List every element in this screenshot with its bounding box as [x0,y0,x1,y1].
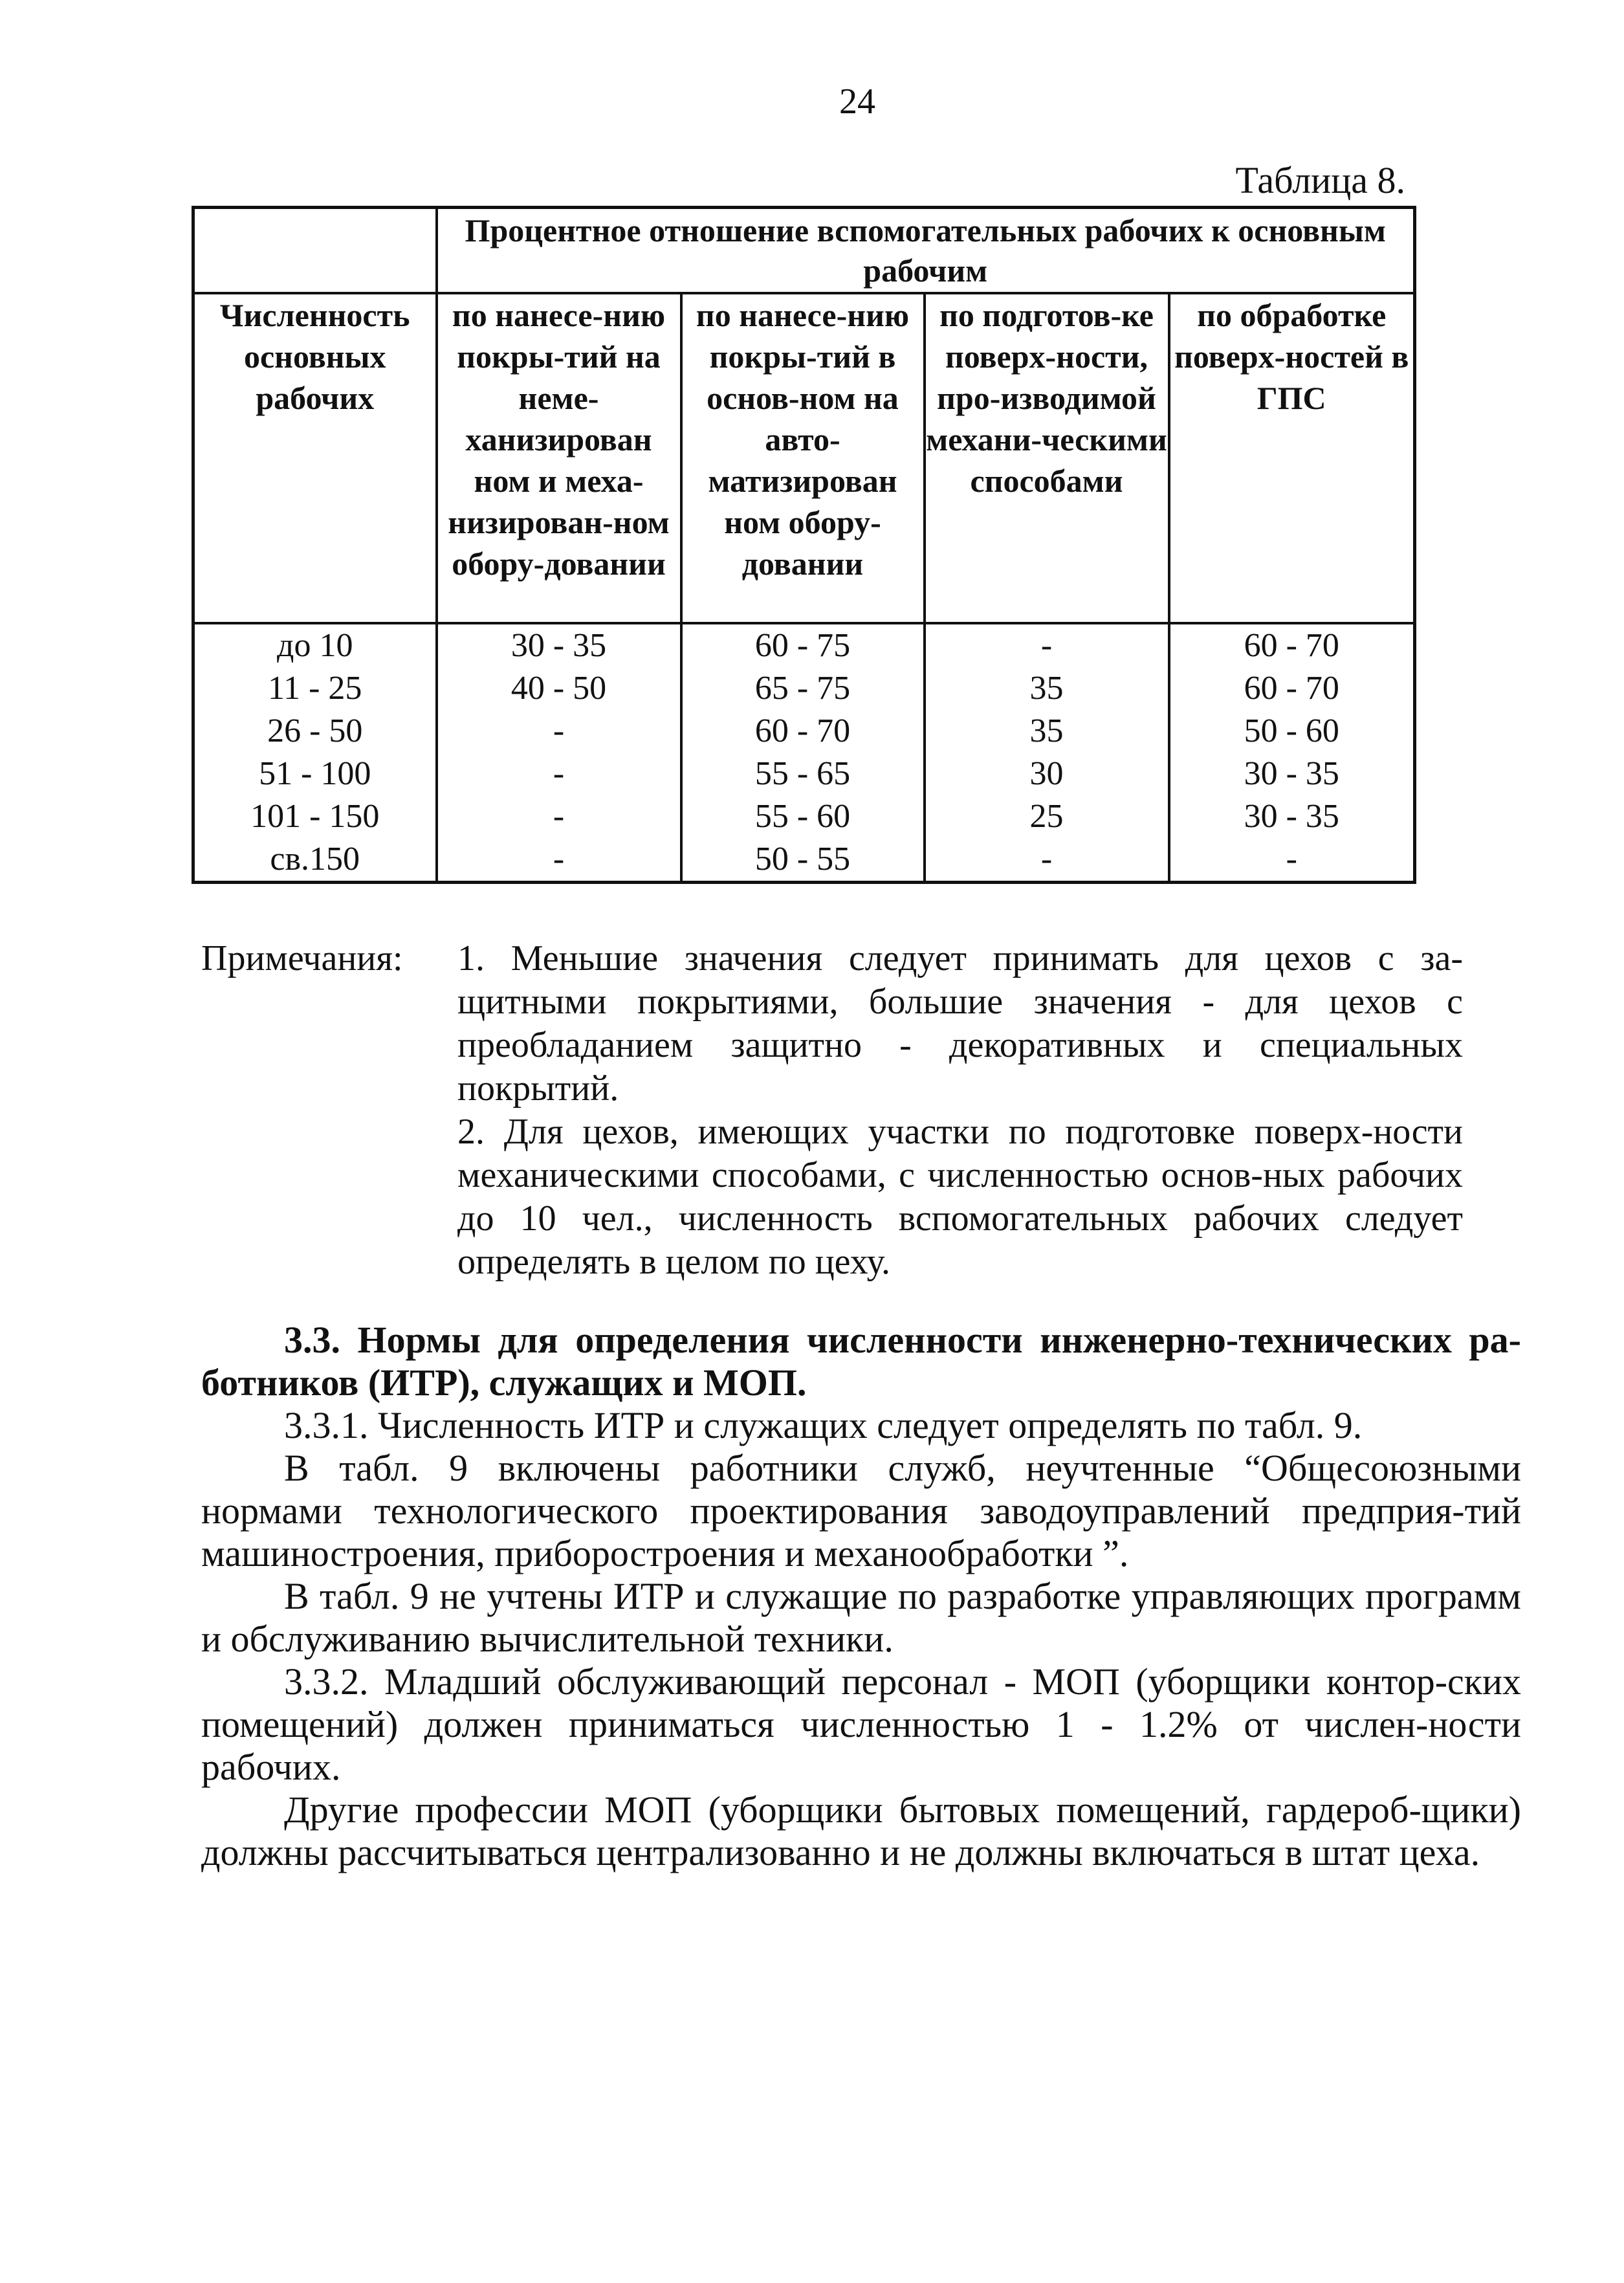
table-cell: св.150 [193,838,437,883]
page-number: 24 [839,82,875,122]
section-paragraph: В табл. 9 включены работники служб, неучтенные “Общесоюзными нормами технологического проектирования заводоуправлений предприя-тий машиностроения, приборостроения и механообработки ”. [201,1447,1521,1574]
section-paragraph: Другие профессии МОП (уборщики бытовых помещений, гардероб-щики) должны рассчитываться централизованно и не должны включаться в штат цеха. [201,1789,1521,1873]
table-cell: 55 - 60 [681,795,925,838]
table-cell: 30 [925,753,1169,795]
table-cell: - [437,710,681,753]
table-cell: - [1169,838,1415,883]
table-row [193,667,1415,710]
table-cell: 51 - 100 [193,753,437,795]
table-cell: 40 - 50 [437,667,681,710]
norms-table [192,206,1416,884]
table-corner-cell [193,208,437,294]
table-cell: - [437,795,681,838]
table-cell: - [437,838,681,883]
table-cell: 101 - 150 [193,795,437,838]
table-cell: 60 - 70 [681,710,925,753]
table-cell: - [925,838,1169,883]
table-cell: - [437,753,681,795]
table-cell: 50 - 60 [1169,710,1415,753]
column-header-manual-coating: по нанесе-нию покры-тий на неме-ханизирован ном и меха-низирован-ном обору-довании [437,293,681,623]
section-paragraph: В табл. 9 не учтены ИТР и служащие по разработке управляющих программ и обслуживанию вычислительной техники. [201,1575,1521,1660]
table-caption: Таблица 8. [1235,159,1405,201]
column-header-gps-processing: по обработке поверх-ностей в ГПС [1169,293,1415,623]
note-item: 1. Меньшие значения следует принимать для цехов с за-щитными покрытиями, большие значения - для цехов с преобладанием защитно - декоративных и специальных покрытий. [457,938,1463,1108]
table-cell: 60 - 70 [1169,667,1415,710]
column-header-surface-prep: по подготов-ке поверх-ности, про-изводимой механи-ческими способами [925,293,1169,623]
note-item: 2. Для цехов, имеющих участки по подготовке поверх-ности механическими способами, с численностью основ-ных рабочих до 10 чел., численность вспомогательных рабочих следует определять в целом по цеху. [457,1112,1463,1282]
table-cell: до 10 [193,623,437,667]
notes-block [201,937,1463,1284]
section-paragraph: 3.3.1. Численность ИТР и служащих следует определять по табл. 9. [284,1404,1363,1446]
table-cell: 25 [925,795,1169,838]
table-cell: 60 - 75 [681,623,925,667]
table-row [193,753,1415,795]
table-cell: 50 - 55 [681,838,925,883]
table-row [193,838,1415,883]
table-header-row-columns [193,293,1415,623]
table-cell: 65 - 75 [681,667,925,710]
table-cell: 55 - 65 [681,753,925,795]
table-cell: 30 - 35 [1169,795,1415,838]
table-row [193,795,1415,838]
table-cell: 35 [925,710,1169,753]
column-header-automated-coating: по нанесе-нию покры-тий в основ-ном на авто-матизирован ном обору-довании [681,293,925,623]
notes-label: Примечания: [201,938,403,978]
table-row [193,623,1415,667]
table-cell: 30 - 35 [1169,753,1415,795]
table-row [193,710,1415,753]
section-paragraph: 3.3.2. Младший обслуживающий персонал - МОП (уборщики контор-ских помещений) должен приниматься численностью 1 - 1.2% от числен-ности рабочих. [201,1660,1521,1788]
table-cell: - [925,623,1169,667]
column-header-workers: Численность основных рабочих [193,293,437,623]
section-body [201,1319,1521,1874]
table-cell: 35 [925,667,1169,710]
table-cell: 26 - 50 [193,710,437,753]
table-group-header: Процентное отношение вспомогательных рабочих к основным рабочим [437,208,1415,294]
table-cell: 11 - 25 [193,667,437,710]
section-heading: 3.3. Нормы для определения численности инженерно-технических ра-ботников (ИТР), служащих и МОП. [201,1319,1521,1404]
table-cell: 30 - 35 [437,623,681,667]
table-header-row-group [193,208,1415,294]
table-cell: 60 - 70 [1169,623,1415,667]
